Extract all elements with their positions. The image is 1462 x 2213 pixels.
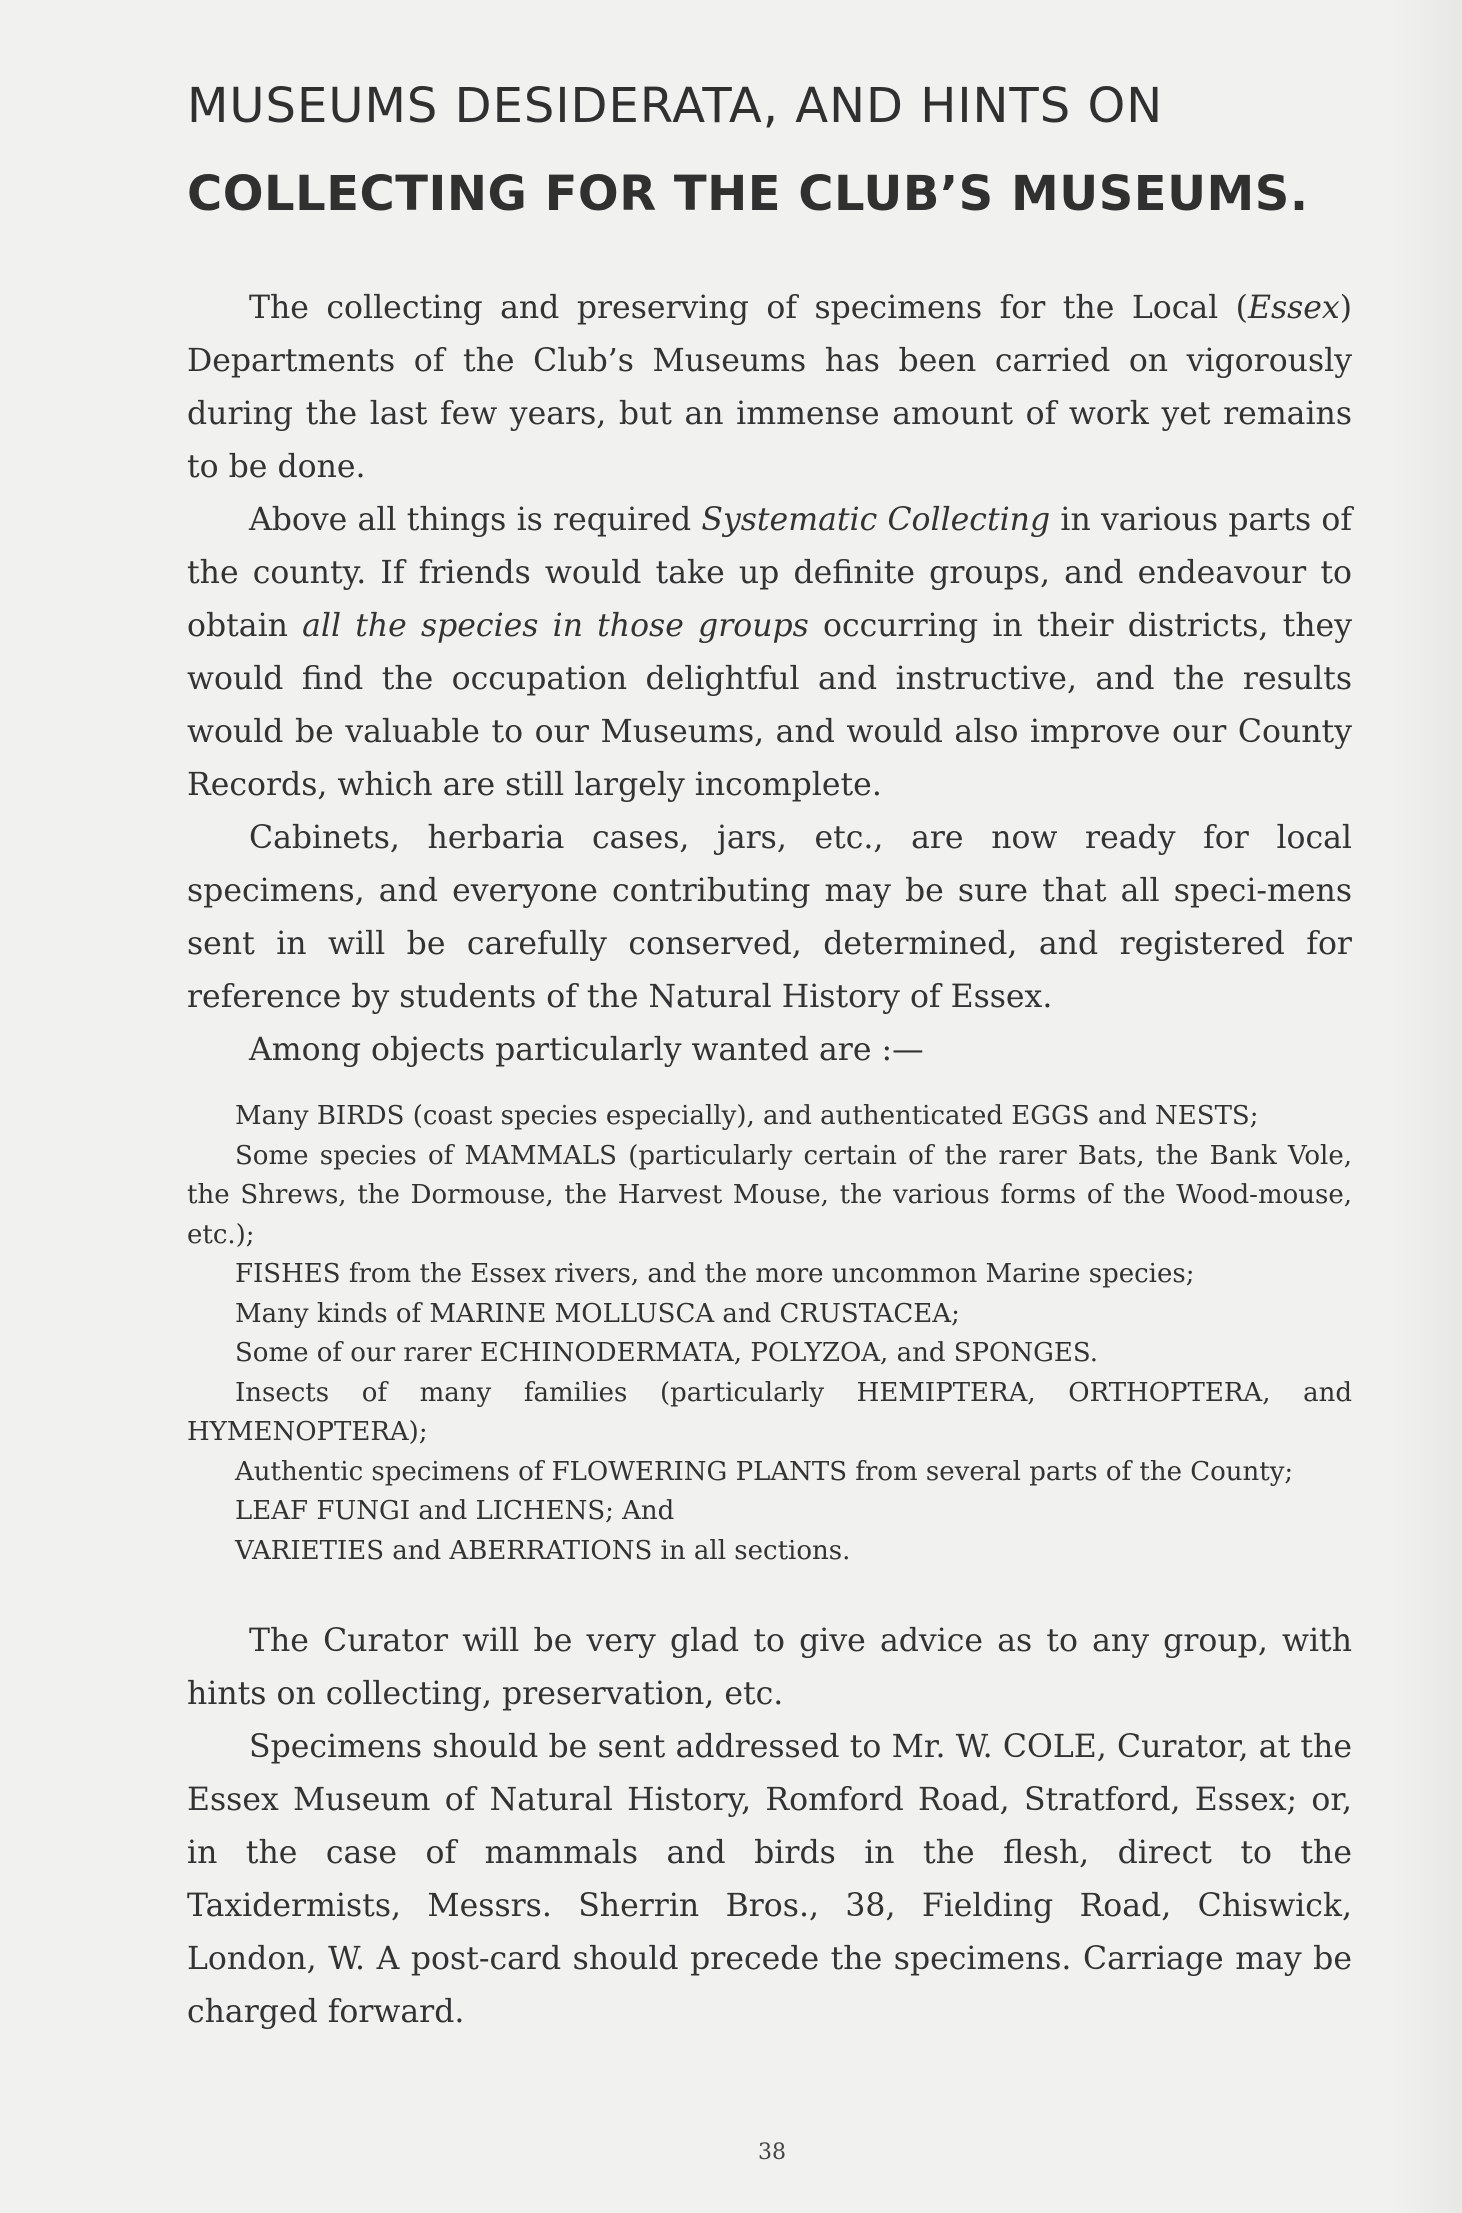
wanted-item-varieties: VARIETIES and ABERRATIONS in all sections. [235, 1535, 851, 1566]
paragraph-curator-advice: The Curator will be very glad to give advice as to any group, with hints on collecting, preservation, etc. [187, 1623, 1352, 1712]
page-edge-shadow [1392, 0, 1462, 2213]
paragraph-systematic-part-a: Above all things is required [249, 502, 702, 538]
wanted-item-fungi: LEAF FUNGI and LICHENS; And [235, 1496, 675, 1526]
wanted-item-birds: Many BIRDS (coast species especially), and authenticated EGGS and NESTS; [235, 1101, 1259, 1131]
systematic-collecting-italic: Systematic Collecting [701, 502, 1051, 538]
wanted-item-mollusca: Many kinds of MARINE MOLLUSCA and CRUSTACEA; [235, 1298, 960, 1329]
title-line-1: MUSEUMS DESIDERATA, AND HINTS ON [187, 78, 1164, 134]
paragraph-cabinets: Cabinets, herbaria cases, jars, etc., are now ready for local specimens, and everyone contributing may be sure that all speci-mens sent in will be carefully conserved, determined, and registered for reference by students of the Natural History of Essex. [187, 820, 1352, 1015]
all-species-italic: all the species in those groups [302, 608, 809, 644]
paragraph-systematic [187, 494, 1352, 812]
paragraph-send-specimens: Specimens should be sent addressed to Mr. W. COLE, Curator, at the Essex Museum of Natural History, Romford Road, Stratford, Essex; or, in the case of mammals and birds in the flesh, direct to the Taxidermists, Messrs. Sherrin Bros., 38, Fielding Road, Chiswick, London, W. A post-card should precede the specimens. Carriage may be charged forward. [187, 1729, 1352, 2030]
page-number: 38 [758, 2140, 786, 2165]
title-line-2: COLLECTING FOR THE CLUB’S MUSEUMS. [187, 166, 1309, 222]
wanted-item-mammals: Some species of MAMMALS (particularly certain of the rarer Bats, the Bank Vole, the Shrews, the Dormouse, the Harvest Mouse, the various forms of the Wood-mouse, etc.); [187, 1140, 1352, 1250]
paragraph-wanted-intro: Among objects particularly wanted are :— [249, 1032, 924, 1068]
wanted-item-plants: Authentic specimens of FLOWERING PLANTS from several parts of the County; [235, 1456, 1294, 1487]
page-title [187, 62, 1352, 238]
paragraph-collecting-part-c: ) Departments of the Club’s Museums has been carried on vigorously during the last few years, but an immense amount of work yet remains to be done. [187, 290, 1352, 485]
wanted-item-insects: Insects of many families (particularly HEMIPTERA, ORTHOPTERA, and HYMENOPTERA); [187, 1377, 1352, 1447]
document-page [187, 62, 1352, 2039]
paragraph-collecting-part-a: The collecting and preserving of specimens for the Local ( [249, 290, 1248, 326]
wanted-item-fishes: FISHES from the Essex rivers, and the more uncommon Marine species; [235, 1259, 1195, 1289]
paragraph-systematic-part-e: occurring in their districts, they would find the occupation delightful and instructive, and the results would be valuable to our Museums, and would also improve our County Records, which are still largely incomplete. [187, 608, 1352, 803]
paragraph-systematic-part-c: in various parts of the county. If friends would take up definite groups, and endeavour to obtain [187, 502, 1352, 644]
closing-section [187, 1615, 1352, 2039]
essex-italic: Essex [1247, 290, 1340, 326]
wanted-item-echinodermata: Some of our rarer ECHINODERMATA, POLYZOA, and SPONGES. [235, 1338, 1099, 1368]
intro-section [187, 282, 1352, 1077]
paragraph-collecting [187, 282, 1352, 494]
wanted-objects-list [187, 1097, 1352, 1571]
